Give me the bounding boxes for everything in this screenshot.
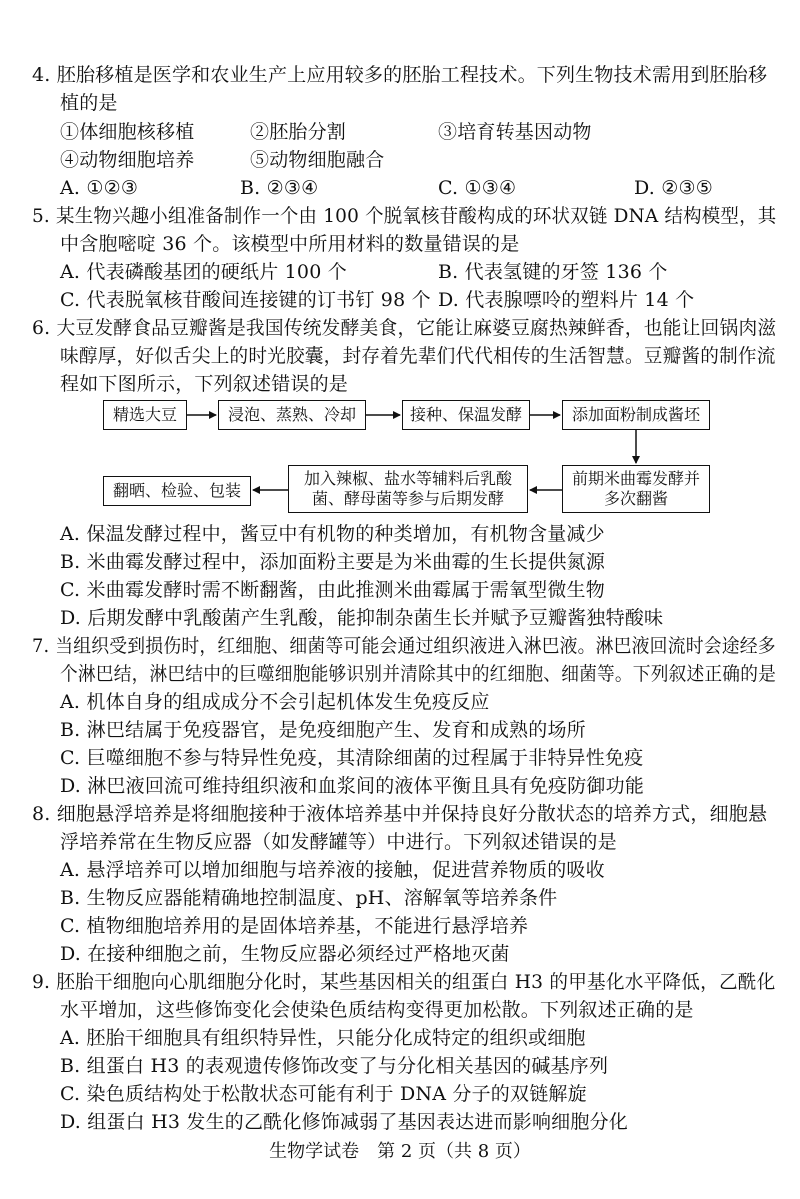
q5-option-d: D. 代表腺嘌呤的塑料片 14 个 xyxy=(438,289,695,311)
q9-option-d: D. 组蛋白 H3 发生的乙酰化修饰减弱了基因表达进而影响细胞分化 xyxy=(60,1111,628,1133)
q7-option-b: B. 淋巴结属于免疫器官，是免疫细胞产生、发育和成熟的场所 xyxy=(60,719,586,741)
flow-step-6-line1: 加入辣椒、盐水等辅料后乳酸 xyxy=(303,469,512,488)
q6-option-a: A. 保温发酵过程中，酱豆中有机物的种类增加，有机物含量减少 xyxy=(60,523,605,545)
flow-step-5-line1: 前期米曲霉发酵并 xyxy=(571,469,700,488)
page-footer: 生物学试卷 第 2 页（共 8 页） xyxy=(269,1141,531,1162)
q4-item-1: ①体细胞核移植 xyxy=(60,121,195,143)
q6-stem-line1: 6. 大豆发酵食品豆瓣酱是我国传统发酵美食，它能让麻婆豆腐热辣鲜香，也能让回锅肉滋 xyxy=(32,317,777,339)
q6-option-d: D. 后期发酵中乳酸菌产生乳酸，能抑制杂菌生长并赋予豆瓣酱独特酸味 xyxy=(60,607,664,629)
q8-option-a: A. 悬浮培养可以增加细胞与培养液的接触，促进营养物质的吸收 xyxy=(60,859,605,881)
q8-option-d: D. 在接种细胞之前，生物反应器必须经过严格地灭菌 xyxy=(60,943,510,965)
q6-option-c: C. 米曲霉发酵时需不断翻酱，由此推测米曲霉属于需氧型微生物 xyxy=(60,579,605,601)
q4-stem-line2: 植的是 xyxy=(60,92,118,114)
q8-option-b: B. 生物反应器能精确地控制温度、pH、溶解氧等培养条件 xyxy=(60,887,558,909)
flow-arrows xyxy=(0,0,800,560)
q4-item-3: ③培育转基因动物 xyxy=(438,121,592,143)
q9-option-a: A. 胚胎干细胞具有组织特异性，只能分化成特定的组织或细胞 xyxy=(60,1027,586,1049)
flow-step-5-line2: 多次翻酱 xyxy=(603,489,668,508)
q4-item-4: ④动物细胞培养 xyxy=(60,149,195,171)
q4-stem-line1: 4. 胚胎移植是医学和农业生产上应用较多的胚胎工程技术。下列生物技术需用到胚胎移 xyxy=(32,64,768,86)
q7-stem-line1: 7. 当组织受到损伤时，红细胞、细菌等可能会通过组织液进入淋巴液。淋巴液回流时会途经多 xyxy=(32,635,776,657)
q5-stem-line2: 中含胞嘧啶 36 个。该模型中所用材料的数量错误的是 xyxy=(60,233,520,255)
q4-option-a: A. ①②③ xyxy=(60,177,139,199)
q4-option-b: B. ②③④ xyxy=(240,177,319,199)
flow-step-4: 添加面粉制成酱坯 xyxy=(562,400,710,430)
q9-stem-line2: 水平增加，这些修饰变化会使染色质结构变得更加松散。下列叙述正确的是 xyxy=(60,999,694,1021)
q9-option-b: B. 组蛋白 H3 的表观遗传修饰改变了与分化相关基因的碱基序列 xyxy=(60,1055,609,1077)
q5-option-a: A. 代表磷酸基团的硬纸片 100 个 xyxy=(60,261,347,283)
q7-option-d: D. 淋巴液回流可维持组织液和血浆间的液体平衡且具有免疫防御功能 xyxy=(60,775,645,797)
flow-step-3: 接种、保温发酵 xyxy=(402,400,530,430)
q4-item-2: ②胚胎分割 xyxy=(250,121,347,143)
q8-option-c: C. 植物细胞培养用的是固体培养基，不能进行悬浮培养 xyxy=(60,915,529,937)
q5-option-b: B. 代表氢键的牙签 136 个 xyxy=(438,261,668,283)
q5-stem-line1: 5. 某生物兴趣小组准备制作一个由 100 个脱氧核苷酸构成的环状双链 DNA 结构模型，其 xyxy=(32,205,777,227)
q7-option-a: A. 机体自身的组成成分不会引起机体发生免疫反应 xyxy=(60,691,490,713)
q6-option-b: B. 米曲霉发酵过程中，添加面粉主要是为米曲霉的生长提供氮源 xyxy=(60,551,606,573)
flow-step-2: 浸泡、蒸熟、冷却 xyxy=(218,400,366,430)
q8-stem-line1: 8. 细胞悬浮培养是将细胞接种于液体培养基中并保持良好分散状态的培养方式，细胞悬 xyxy=(32,803,768,825)
q9-stem-line1: 9. 胚胎干细胞向心肌细胞分化时，某些基因相关的组蛋白 H3 的甲基化水平降低，乙酰化 xyxy=(32,971,776,993)
flow-step-1: 精选大豆 xyxy=(103,400,187,430)
q4-option-c: C. ①③④ xyxy=(438,177,517,199)
flow-step-7: 翻晒、检验、包装 xyxy=(103,476,251,506)
q5-option-c: C. 代表脱氧核苷酸间连接键的订书钉 98 个 xyxy=(60,289,431,311)
q6-stem-line2: 味醇厚，好似舌尖上的时光胶囊，封存着先辈们代代相传的生活智慧。豆瓣酱的制作流 xyxy=(60,345,776,367)
q6-stem-line3: 程如下图所示，下列叙述错误的是 xyxy=(60,373,349,395)
q8-stem-line2: 浮培养常在生物反应器（如发酵罐等）中进行。下列叙述错误的是 xyxy=(60,831,617,853)
q4-item-5: ⑤动物细胞融合 xyxy=(250,149,385,171)
flow-step-6-line2: 菌、酵母菌等参与后期发酵 xyxy=(311,489,504,508)
q7-stem-line2: 个淋巴结，淋巴结中的巨噬细胞能够识别并清除其中的红细胞、细菌等。下列叙述正确的是 xyxy=(60,663,777,685)
q9-option-c: C. 染色质结构处于松散状态可能有利于 DNA 分子的双链解旋 xyxy=(60,1083,587,1105)
q7-option-c: C. 巨噬细胞不参与特异性免疫，其清除细菌的过程属于非特异性免疫 xyxy=(60,747,644,769)
q4-option-d: D. ②③⑤ xyxy=(634,177,713,199)
